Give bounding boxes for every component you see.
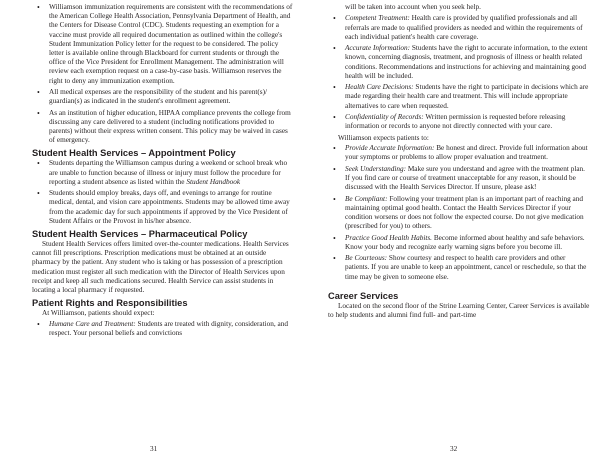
expects-item	[328, 165, 590, 193]
page-number-left: 31	[150, 445, 158, 453]
bullet-label: Accurate Information:	[345, 44, 411, 53]
bullet-label: Competent Treatment:	[345, 14, 410, 23]
medical-expenses-bullet: • All medical expenses are the responsibility of the student and his parent(s)/ guardian(s) as indicated in the student's enrollment agreement.	[32, 88, 294, 106]
career-services-text: Located on the second floor of the Strine Learning Center, Career Services is available to help students and alumni find full- and part-time	[328, 302, 590, 320]
expects-item	[328, 234, 590, 252]
expect-item	[328, 44, 590, 81]
hipaa-bullet: • As an institution of higher education, HIPAA compliance prevents the college from discussing any care delivered to a student (including notifications provided to parents) without their express written consent. This policy may be waived in cases of emergency.	[32, 109, 294, 146]
bullet-label: Practice Good Health Habits.	[345, 233, 432, 242]
bullet-label: Be Courteous:	[345, 254, 388, 263]
patient-rights-heading: Patient Rights and Responsibilities	[32, 297, 188, 308]
bullet-text: Students are treated with dignity, consideration, and respect. Your personal beliefs and convictions	[49, 319, 289, 338]
expects-item	[328, 144, 590, 162]
expects-lead: Williamson expects patients to:	[338, 133, 429, 142]
bullet-text: Following your treatment plan is an important part of reaching and maintaining optimal good health. Contact the Health Services Director if your condition worsens or does not follow the expected course. Do not give medication (prescribed for you) to others.	[345, 194, 584, 231]
right-page	[300, 0, 600, 458]
expect-item	[328, 83, 590, 111]
expects-item	[328, 254, 590, 282]
continued-text: will be taken into account when you seek help.	[345, 3, 481, 11]
bullet-text: Written permission is requested before releasing information or records to anyone not directly connected with your care.	[345, 112, 566, 131]
bullet-text: Make sure you understand and agree with the treatment plan. If you find care or course of treatment unacceptable for any reason, it should be discussed with the Health Services Director. If unsure, please ask!	[345, 164, 585, 192]
bullet-text: Become informed about healthy and safe behaviors. Know your body and recognize early warning signs before you become ill.	[345, 233, 585, 251]
right-column	[328, 3, 590, 320]
bullet-label: Seek Understanding:	[345, 164, 407, 173]
bullet-label: Humane Care and Treatment:	[49, 319, 136, 328]
left-column	[32, 3, 294, 341]
bullet-text: Students have the right to accurate information, to the extent known, concerning diagnosis, treatment, and prognosis of illness or health related conditions. Recommendations and instructions for achieving and maintaining good health will be included.	[345, 44, 588, 80]
bullet-label: Confidentiality of Records:	[345, 112, 424, 121]
page-number-right: 32	[450, 445, 458, 453]
humane-care-bullet	[32, 320, 294, 338]
career-services-heading: Career Services	[328, 290, 399, 301]
immunization-bullet: • Williamson immunization requirements are consistent with the recommendations of the American College Health Association, Pennsylvania Department of Health, and the Centers for Disease Control (CDC). Students requesting an exemption for a vaccine must provide all required documentation as outlined within the college's Student Immunization Policy letter for the request to be considered. The policy letter is available online through Blackboard for current students or through the office of the Vice President for Enrollment Management. The administration will review each exemption request on a case-by-case basis. Williamson reserves the right to deny any immunization exemption.	[32, 3, 294, 86]
bullet-label: Be Compliant:	[345, 194, 388, 203]
expect-item	[328, 113, 590, 131]
expect-item	[328, 14, 590, 42]
bullet-text: Health care is provided by qualified professionals and all referrals are made to qualified providers as needed and within the requirements of each individual patient's health care coverage.	[345, 14, 583, 41]
bullet-text: Show courtesy and respect to health care providers and other patients. If you are unable to keep an appointment, cancel or reschedule, so that the time may be given to someone else.	[345, 254, 587, 281]
bullet-text: Be honest and direct. Provide full information about your symptoms or problems to allow proper evaluation and treatment.	[345, 144, 588, 162]
pharmaceutical-policy-heading: Student Health Services – Pharmaceutical Policy	[32, 228, 248, 239]
pharmaceutical-policy-text: Student Health Services offers limited over-the-counter medications. Health Services cannot fill prescriptions. Prescription medications must be obtained at an outside pharmacy by the patient. Any student who is taking or has possession of a prescription medication must register all such medication with the Director of Health Services upon receipt and keep all such medications secured. Health Service can assist students in locating a local pharmacy if requested.	[32, 240, 289, 295]
bullet-text: Students have the right to participate in decisions which are made regarding their health care and treatment. This will include appropriate alternatives to care when requested.	[345, 83, 589, 110]
appointment-bullets	[32, 159, 294, 226]
bullet-label: Provide Accurate Information:	[345, 144, 435, 153]
section-spacer	[328, 284, 590, 288]
patient-rights-lead: At Williamson, patients should expect:	[42, 309, 155, 318]
appointment-bullet: • Students should employ breaks, days off, and evenings to arrange for routine medical, dental, and vision care appointments. Students may be allowed time away from the academic day for such appointments if approved by the Vice President of Student Affairs or the Provost in his/her absence.	[32, 189, 294, 226]
appointment-bullet: • Students departing the Williamson campus during a weekend or school break who are unable to function because of illness or injury must follow the procedure for reporting a student absence as listed within the Student Handbook	[32, 159, 294, 187]
bullet-label: Health Care Decisions:	[345, 83, 414, 92]
patient-rights-bullets	[32, 320, 294, 338]
continued-bullets	[328, 3, 590, 131]
health-policy-bullets	[32, 3, 294, 145]
expects-item	[328, 195, 590, 232]
appointment-policy-heading: Student Health Services – Appointment Policy	[32, 147, 236, 158]
expects-bullets	[328, 144, 590, 282]
